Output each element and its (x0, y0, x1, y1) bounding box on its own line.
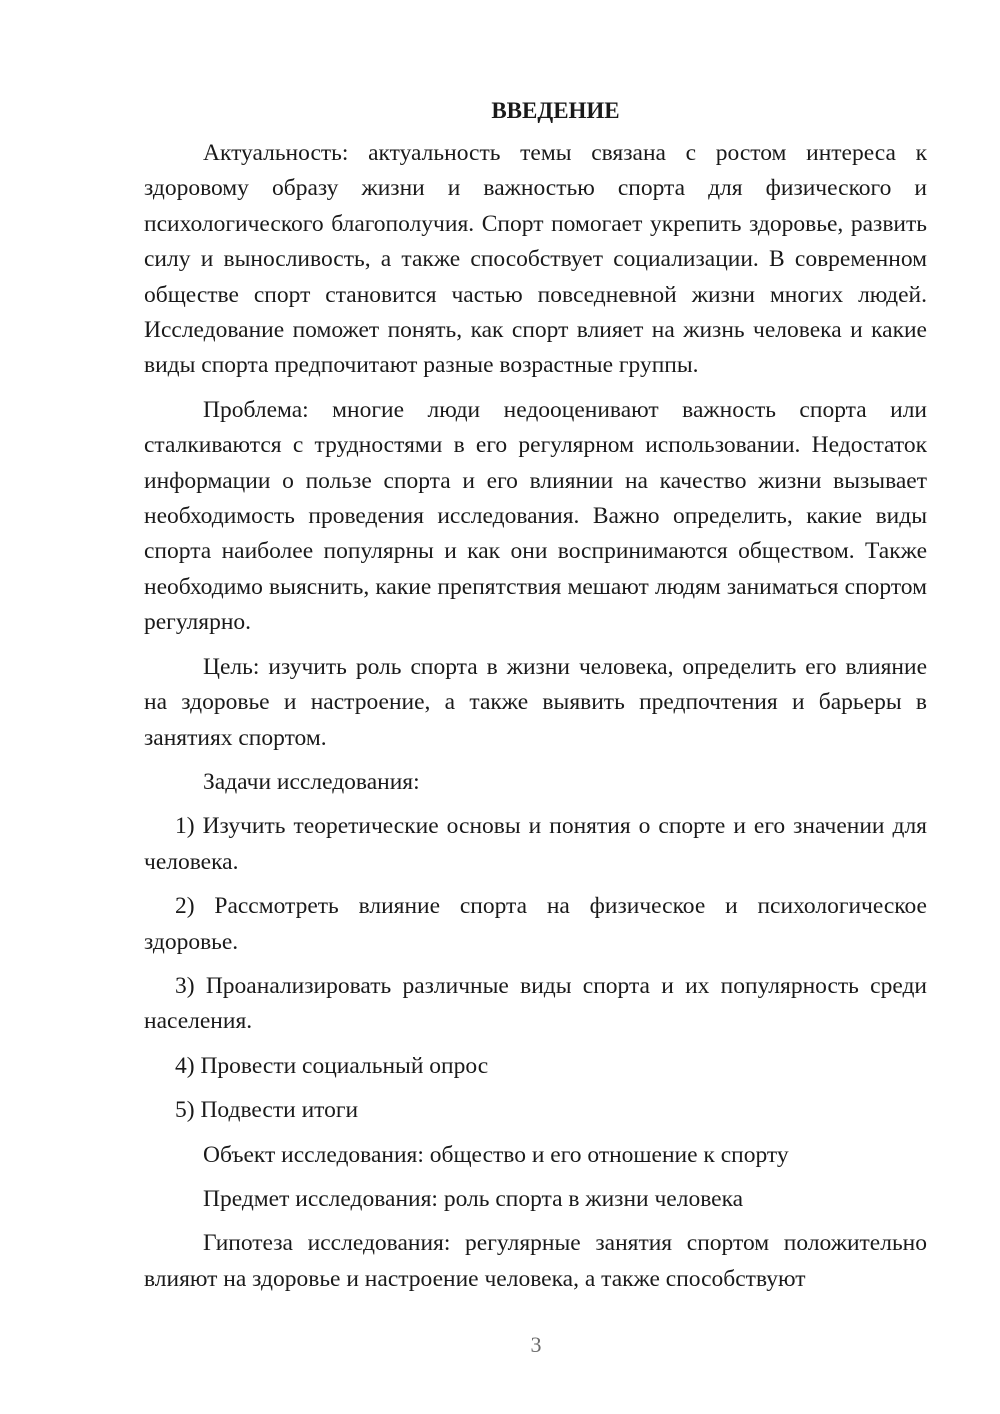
task-item: 2) Рассмотреть влияние спорта на физическое и психологическое здоровье. (144, 893, 927, 955)
goal-paragraph: Цель: изучить роль спорта в жизни человека, определить его влияние на здоровье и настроение, а также выявить предпочтения и барьеры в занятиях спортом. (144, 653, 927, 751)
tasks-heading: Задачи исследования: (203, 768, 420, 795)
task-item: 4) Провести социальный опрос (175, 1052, 489, 1079)
task-item: 3) Проанализировать различные виды спорта и их популярность среди населения. (144, 972, 927, 1035)
section-title: ВВЕДЕНИЕ (491, 98, 620, 123)
relevance-paragraph: Актуальность: актуальность темы связана с ростом интереса к здоровому образу жизни и важностью спорта для физического и психологического благополучия. Спорт помогает укрепить здоровье, развить силу и выносливость, а также способствует социализации. В современном обществе спорт становится частью повседневной жизни многих людей. Исследование поможет понять, как спорт влияет на жизнь человека и какие виды спорта предпочитают разные возрастные группы. (144, 140, 927, 379)
problem-paragraph: Проблема: многие люди недооценивают важность спорта или сталкиваются с трудностями в его регулярном использовании. Недостаток информации о пользе спорта и его влиянии на качество жизни вызывает необходимость проведения исследования. Важно определить, какие виды спорта наиболее популярны и как они воспринимаются обществом. Также необходимо выяснить, какие препятствия мешают людям заниматься спортом регулярно. (144, 396, 927, 636)
task-item: 1) Изучить теоретические основы и понятия о спорте и его значении для человека. (144, 813, 927, 875)
object-paragraph: Объект исследования: общество и его отношение к спорту (203, 1141, 789, 1168)
hypothesis-paragraph: Гипотеза исследования: регулярные занятия спортом положительно влияют на здоровье и настроение человека, а также способствуют (144, 1230, 927, 1292)
subject-paragraph: Предмет исследования: роль спорта в жизни человека (203, 1185, 744, 1212)
task-item: 5) Подвести итоги (175, 1097, 359, 1124)
page-number: 3 (530, 1332, 542, 1357)
